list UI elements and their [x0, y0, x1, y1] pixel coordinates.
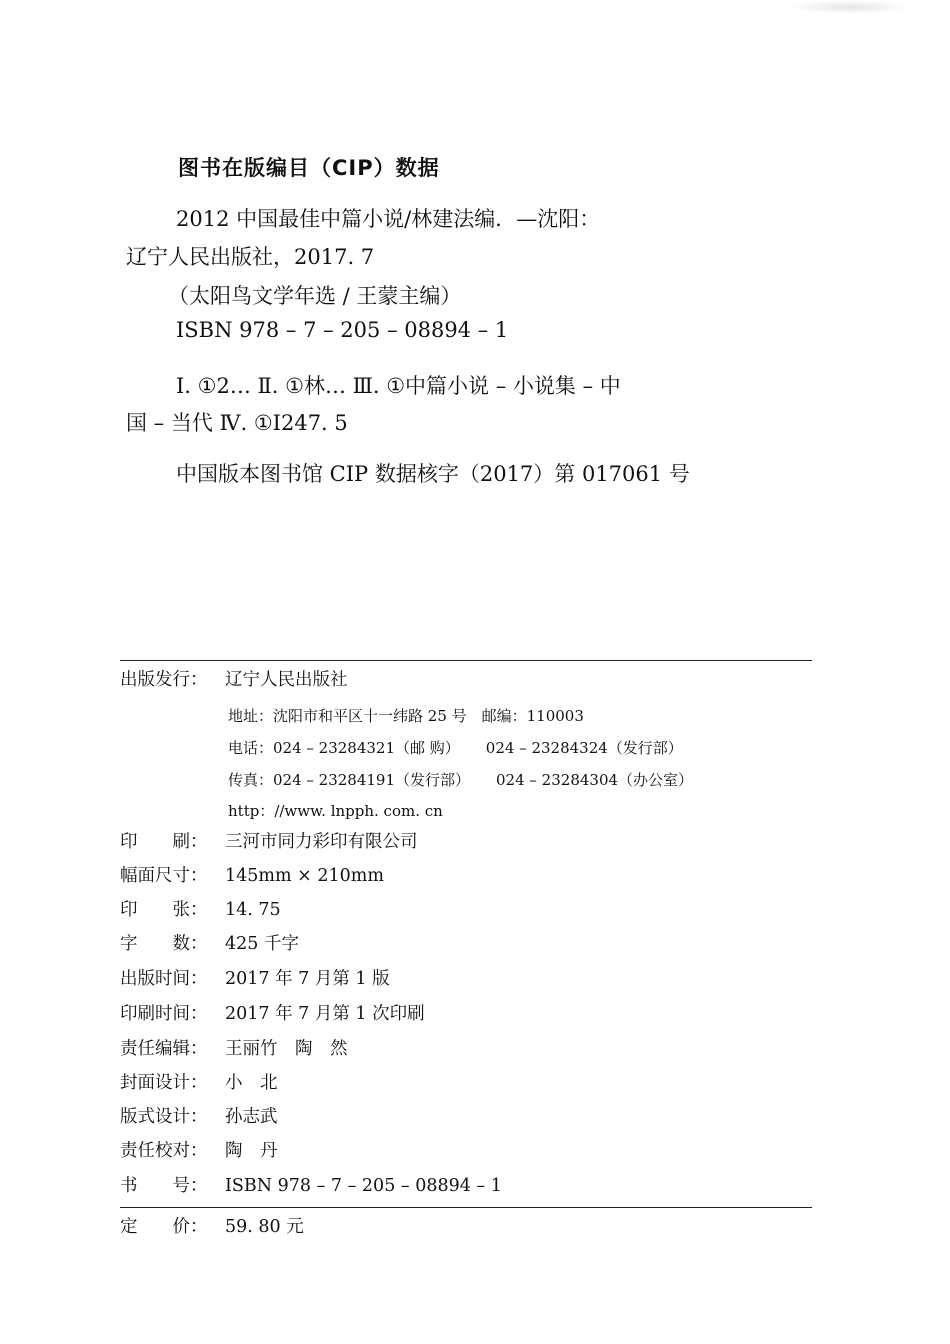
- detail-value: 145mm × 210mm: [225, 866, 384, 886]
- publisher-value: 辽宁人民出版社: [225, 670, 348, 690]
- detail-label: 出版时间：: [120, 969, 208, 989]
- publisher-fax: [228, 769, 693, 791]
- top-divider: [120, 660, 812, 661]
- detail-row-cover-design: [120, 1071, 278, 1095]
- bottom-divider: [120, 1207, 812, 1208]
- detail-value: ISBN 978 – 7 – 205 – 08894 – 1: [225, 1176, 502, 1196]
- detail-label: 版式设计：: [120, 1107, 208, 1127]
- cip-line-2: 辽宁人民出版社，2017. 7: [126, 245, 375, 269]
- detail-label: 封面设计：: [120, 1073, 208, 1093]
- detail-label: 印刷时间：: [120, 1004, 208, 1024]
- detail-label: 书 号：: [120, 1176, 208, 1196]
- cip-line-3: （太阳鸟文学年选 / 王蒙主编）: [168, 284, 462, 308]
- phone-distribution: 024 – 23284324（发行部）: [485, 739, 683, 757]
- detail-row-wordcount: [120, 932, 299, 956]
- publisher-phone: [228, 737, 683, 759]
- detail-value: 2017 年 7 月第 1 次印刷: [225, 1004, 425, 1024]
- detail-row-editor: [120, 1037, 348, 1061]
- phone-mail-order: 电话：024 – 23284321（邮 购）: [228, 739, 460, 757]
- publisher-row: [120, 668, 348, 692]
- detail-row-format: [120, 864, 384, 888]
- detail-row-print-date: [120, 1002, 425, 1026]
- publisher-address: 地址：沈阳市和平区十一纬路 25 号 邮编：110003: [228, 707, 584, 725]
- detail-row-proofreader: [120, 1139, 278, 1163]
- cip-isbn: ISBN 978 – 7 – 205 – 08894 – 1: [176, 318, 509, 342]
- detail-row-publish-date: [120, 967, 390, 991]
- price-value: 59. 80 元: [225, 1217, 304, 1237]
- price-row: [120, 1215, 304, 1239]
- detail-row-layout-design: [120, 1105, 278, 1129]
- detail-label: 责任校对：: [120, 1141, 208, 1161]
- cip-title: 图书在版编目（CIP）数据: [178, 156, 440, 180]
- detail-value: 王丽竹 陶 然: [225, 1039, 348, 1059]
- detail-value: 425 千字: [225, 934, 299, 954]
- cip-record-number: 中国版本图书馆 CIP 数据核字（2017）第 017061 号: [176, 462, 690, 486]
- detail-value: 三河市同力彩印有限公司: [225, 832, 418, 852]
- detail-label: 印 刷：: [120, 832, 208, 852]
- detail-value: 2017 年 7 月第 1 版: [225, 969, 390, 989]
- detail-label: 责任编辑：: [120, 1039, 208, 1059]
- scan-smudge: [790, 0, 910, 14]
- detail-label: 印 张：: [120, 900, 208, 920]
- detail-value: 陶 丹: [225, 1141, 278, 1161]
- detail-row-printer: [120, 830, 418, 854]
- cip-classification-1: Ⅰ. ①2… Ⅱ. ①林… Ⅲ. ①中篇小说 – 小说集 – 中: [176, 374, 621, 398]
- detail-value: 小 北: [225, 1073, 278, 1093]
- fax-distribution: 传真：024 – 23284191（发行部）: [228, 771, 471, 789]
- detail-value: 孙志武: [225, 1107, 278, 1127]
- publisher-label: 出版发行：: [120, 670, 208, 690]
- detail-label: 幅面尺寸：: [120, 866, 208, 886]
- fax-office: 024 – 23284304（办公室）: [496, 771, 694, 789]
- cip-classification-2: 国 – 当代 Ⅳ. ①I247. 5: [126, 411, 348, 435]
- price-label: 定 价：: [120, 1217, 208, 1237]
- detail-row-isbn: [120, 1174, 502, 1198]
- cip-line-1: 2012 中国最佳中篇小说/林建法编．—沈阳：: [176, 207, 601, 231]
- publisher-url: http：//www. lnpph. com. cn: [228, 802, 443, 820]
- detail-label: 字 数：: [120, 934, 208, 954]
- detail-row-sheets: [120, 898, 281, 922]
- detail-value: 14. 75: [225, 900, 281, 920]
